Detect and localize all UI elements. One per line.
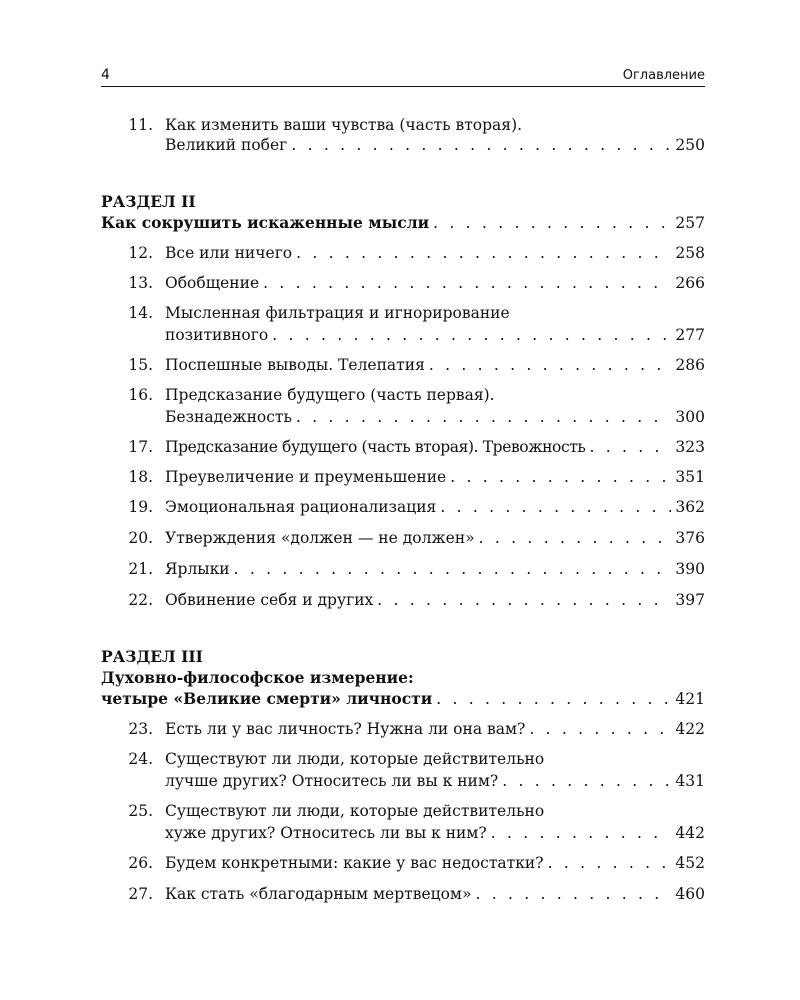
toc-entry-leader: [165, 824, 705, 842]
dot-leader: [529, 720, 671, 738]
entry-number: 22.: [128, 591, 153, 609]
section-label: РАЗДЕЛ II: [101, 192, 196, 211]
entry-number: 12.: [128, 244, 153, 262]
dot-leader: [272, 326, 671, 344]
section-title: четыре «Великие смерти» личности: [101, 689, 433, 708]
entry-title: Есть ли у вас личность? Нужна ли она вам?: [165, 720, 526, 738]
running-header: [101, 66, 705, 87]
entry-title-line: Предсказание будущего (часть первая).: [165, 386, 495, 404]
toc-entry-leader: [165, 408, 705, 426]
entry-page: 258: [675, 244, 705, 262]
toc-entry-leader: [165, 438, 705, 456]
dot-leader: [502, 772, 671, 790]
toc-entry-leader: [165, 720, 705, 738]
entry-number: 25.: [128, 802, 153, 820]
entry-page: 300: [675, 408, 705, 426]
entry-page: 351: [675, 468, 705, 486]
toc-entry-leader: [165, 772, 705, 790]
dot-leader: [291, 136, 671, 154]
toc-entry: [101, 750, 705, 772]
entry-page: 452: [675, 854, 705, 872]
entry-page: 422: [675, 720, 705, 738]
entry-title-line: Как изменить ваши чувства (часть вторая).: [165, 116, 523, 134]
section-title-entry: [101, 689, 705, 708]
dot-leader: [429, 356, 672, 374]
section-label: РАЗДЕЛ III: [101, 647, 203, 666]
entry-number: 20.: [128, 529, 153, 547]
entry-title: Предсказание будущего (часть вторая). Тревожность: [165, 438, 586, 456]
entry-page: 323: [675, 438, 705, 456]
dot-leader: [479, 529, 672, 547]
dot-leader: [433, 214, 671, 232]
entry-title: Будем конкретными: какие у вас недостатки?: [165, 854, 544, 872]
dot-leader: [377, 591, 671, 609]
entry-page: 397: [675, 591, 705, 609]
toc-entry: [101, 386, 705, 408]
entry-title: Преувеличение и преуменьшение: [165, 468, 447, 486]
dot-leader: [491, 824, 672, 842]
entry-title: Великий побег: [165, 136, 288, 154]
entry-page: 266: [675, 274, 705, 292]
entry-page: 376: [675, 529, 705, 547]
entry-title: Эмоциональная рационализация: [165, 498, 437, 516]
running-title: Оглавление: [622, 68, 705, 83]
entry-number: 27.: [128, 885, 153, 903]
dot-leader: [548, 854, 672, 872]
entry-number: 13.: [128, 274, 153, 292]
entry-number: 16.: [128, 386, 153, 404]
entry-title: Поспешные выводы. Телепатия: [165, 356, 425, 374]
toc-entry-leader: [165, 136, 705, 154]
toc-entry: [101, 116, 705, 138]
entry-page: 277: [675, 326, 705, 344]
entry-page: 421: [675, 690, 705, 708]
entry-page: 250: [675, 136, 705, 154]
entry-number: 21.: [128, 560, 153, 578]
entry-title: хуже других? Относитесь ли вы к ним?: [165, 824, 487, 842]
entry-number: 23.: [128, 720, 153, 738]
dot-leader: [296, 408, 671, 426]
entry-title: позитивного: [165, 326, 269, 344]
entry-title-line: Существуют ли люди, которые действительно: [165, 750, 545, 768]
entry-page: 362: [675, 498, 705, 516]
section-title: Как сокрушить искаженные мысли: [101, 213, 430, 232]
entry-page: 390: [675, 560, 705, 578]
toc-entry-leader: [165, 356, 705, 374]
dot-leader: [475, 885, 671, 903]
entry-title-line: Мысленная фильтрация и игнорирование: [165, 304, 510, 322]
entry-title: Утверждения «должен — не должен»: [165, 529, 475, 547]
dot-leader: [440, 498, 671, 516]
dot-leader: [263, 274, 671, 292]
page-number: 4: [101, 67, 110, 83]
entry-number: 19.: [128, 498, 153, 516]
entry-number: 17.: [128, 438, 153, 456]
dot-leader: [436, 690, 671, 708]
entry-number: 24.: [128, 750, 153, 768]
toc-entry: [101, 802, 705, 824]
entry-title: Обобщение: [165, 274, 260, 292]
entry-title-line: Существуют ли люди, которые действительно: [165, 802, 545, 820]
entry-number: 14.: [128, 304, 153, 322]
toc-entry-leader: [165, 560, 705, 578]
entry-number: 11.: [128, 116, 153, 134]
toc-entry: [101, 304, 705, 326]
entry-title: Как стать «благодарным мертвецом»: [165, 885, 472, 903]
entry-page: 286: [675, 356, 705, 374]
section-title-line: Духовно-философское измерение:: [101, 668, 414, 687]
toc-entry-leader: [165, 591, 705, 609]
entry-title: Ярлыки: [165, 560, 230, 578]
entry-number: 15.: [128, 356, 153, 374]
entry-page: 257: [675, 214, 705, 232]
entry-number: 26.: [128, 854, 153, 872]
toc-entry-leader: [165, 885, 705, 903]
entry-number: 18.: [128, 468, 153, 486]
entry-title: Безнадежность: [165, 408, 292, 426]
toc-entry-leader: [165, 326, 705, 344]
toc-entry-leader: [165, 244, 705, 262]
section-title-entry: [101, 213, 705, 232]
entry-title: Все или ничего: [165, 244, 293, 262]
entry-title: лучше других? Относитесь ли вы к ним?: [165, 772, 499, 790]
entry-title: Обвинение себя и других: [165, 591, 374, 609]
toc-entry-leader: [165, 498, 705, 516]
entry-page: 431: [675, 772, 705, 790]
entry-page: 442: [675, 824, 705, 842]
toc-entry-leader: [165, 468, 705, 486]
dot-leader: [589, 438, 671, 456]
toc-entry-leader: [165, 854, 705, 872]
dot-leader: [296, 244, 671, 262]
dot-leader: [234, 560, 672, 578]
toc-entry-leader: [165, 274, 705, 292]
dot-leader: [450, 468, 671, 486]
entry-page: 460: [675, 885, 705, 903]
toc-entry-leader: [165, 529, 705, 547]
